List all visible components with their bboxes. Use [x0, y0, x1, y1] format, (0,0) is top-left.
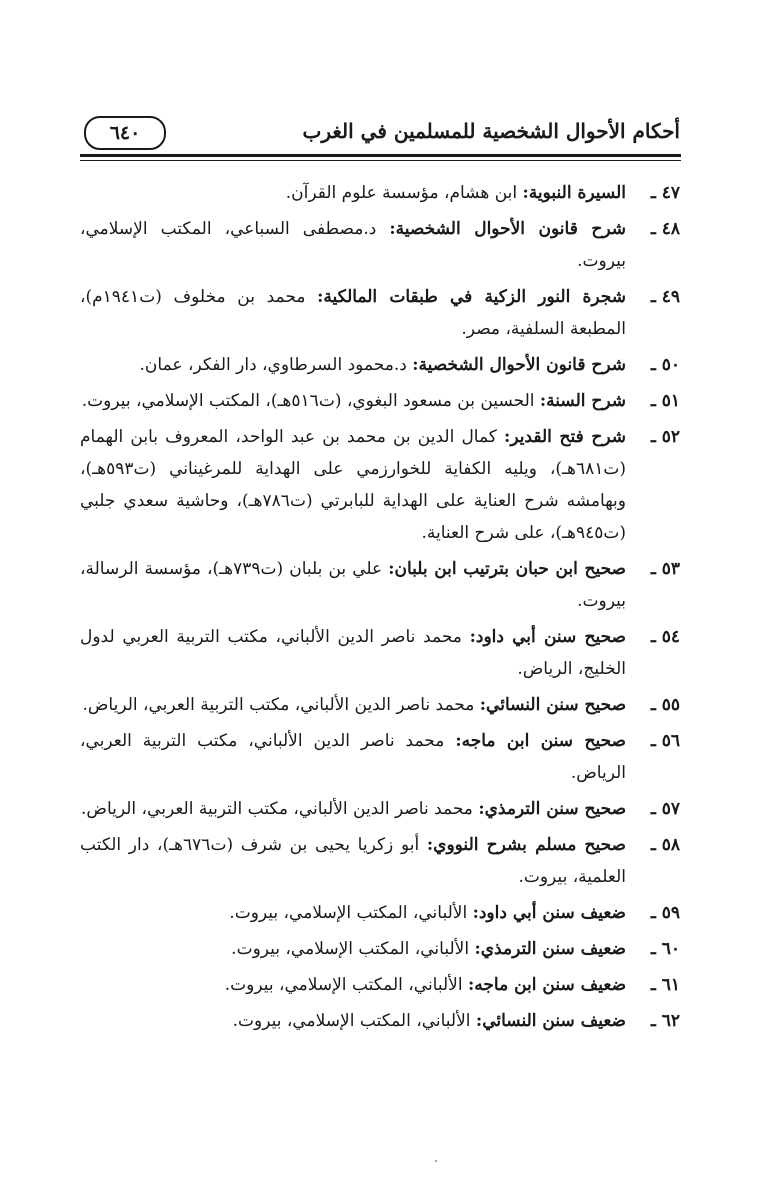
entry-number: ٥٨ ـ — [650, 835, 680, 855]
bibliography-entry — [80, 793, 680, 825]
entry-number: ٥٥ ـ — [650, 695, 680, 715]
page-header — [80, 114, 680, 154]
entry-text — [80, 349, 626, 381]
bibliography-entry — [80, 421, 680, 549]
entry-citation: الحسين بن مسعود البغوي، (ت٥١٦هـ)، المكتب الإسلامي، بيروت. — [81, 391, 540, 411]
entry-title: شرح قانون الأحوال الشخصية: — [412, 355, 626, 375]
entry-number: ٥٠ ـ — [650, 355, 680, 375]
entry-text — [80, 969, 626, 1001]
entry-text — [80, 689, 626, 721]
entry-text — [80, 829, 626, 893]
entry-title: ضعيف سنن الترمذي: — [474, 939, 626, 959]
entry-number: ٤٧ ـ — [650, 183, 680, 203]
entry-title: صحيح سنن النسائي: — [479, 695, 626, 715]
bibliography-entry — [80, 829, 680, 893]
bibliography-entry — [80, 349, 680, 381]
entry-citation: كمال الدين بن محمد بن عبد الواحد، المعروف بابن الهمام (ت٦٨١هـ)، ويليه الكفاية للخوارزمي على الهداية للمرغيناني (ت٥٩٣هـ)، وبهامشه شرح العناية على الهداية للبابرتي (ت٧٨٦هـ)، وحاشية سعدي جلبي (ت٩٤٥هـ)، على شرح العناية. — [80, 427, 626, 543]
entry-text — [80, 281, 626, 345]
entry-title: شرح السنة: — [539, 391, 626, 411]
entry-citation: محمد ناصر الدين الألباني، مكتب التربية العربي، الرياض. — [82, 695, 480, 715]
entry-text — [80, 553, 626, 617]
entry-citation: محمد ناصر الدين الألباني، مكتب التربية العربي، الرياض. — [81, 799, 479, 819]
entry-title: ضعيف سنن أبي داود: — [472, 903, 626, 923]
bibliography-entry — [80, 385, 680, 417]
bibliography-entry — [80, 281, 680, 345]
entry-title: صحيح سنن الترمذي: — [478, 799, 626, 819]
entry-title: صحيح مسلم بشرح النووي: — [426, 835, 626, 855]
header-rule-thin — [80, 160, 681, 161]
entry-title: ضعيف سنن النسائي: — [475, 1011, 626, 1031]
entry-citation: محمد بن مخلوف (ت١٩٤١م)، المطبعة السلفية، مصر. — [80, 287, 626, 339]
page-number-badge: ٦٤٠ — [84, 116, 166, 150]
bibliography-list — [80, 177, 680, 1041]
entry-text — [80, 897, 626, 929]
bibliography-entry — [80, 1005, 680, 1037]
bibliography-entry — [80, 213, 680, 277]
entry-title: صحيح ابن حبان بترتيب ابن بلبان: — [388, 559, 626, 579]
bibliography-entry — [80, 177, 680, 209]
entry-citation: محمد ناصر الدين الألباني، مكتب التربية العربي لدول الخليج، الرياض. — [80, 627, 626, 679]
entry-citation: علي بن بلبان (ت٧٣٩هـ)، مؤسسة الرسالة، بيروت. — [80, 559, 626, 611]
entry-number: ٥٤ ـ — [650, 627, 680, 647]
bibliography-entry — [80, 553, 680, 617]
entry-title: شرح قانون الأحوال الشخصية: — [389, 219, 626, 239]
entry-title: شرح فتح القدير: — [504, 427, 626, 447]
entry-text — [80, 213, 626, 277]
entry-citation: د.مصطفى السباعي، المكتب الإسلامي، بيروت. — [80, 219, 626, 271]
bibliography-entry — [80, 689, 680, 721]
bibliography-entry — [80, 933, 680, 965]
entry-text — [80, 421, 626, 549]
entry-number: ٤٨ ـ — [650, 219, 680, 239]
entry-number: ٤٩ ـ — [650, 287, 680, 307]
entry-title: ضعيف سنن ابن ماجه: — [467, 975, 626, 995]
entry-number: ٥٢ ـ — [650, 427, 680, 447]
entry-title: صحيح سنن ابن ماجه: — [455, 731, 626, 751]
entry-number: ٥٧ ـ — [650, 799, 680, 819]
entry-number: ٦٠ ـ — [650, 939, 680, 959]
bibliography-entry — [80, 969, 680, 1001]
entry-number: ٥٣ ـ — [650, 559, 680, 579]
entry-citation: د.محمود السرطاوي، دار الفكر، عمان. — [139, 355, 413, 375]
entry-text — [80, 933, 626, 965]
entry-number: ٥٩ ـ — [650, 903, 680, 923]
entry-title: السيرة النبوية: — [522, 183, 626, 203]
entry-title: شجرة النور الزكية في طبقات المالكية: — [317, 287, 626, 307]
running-title: أحكام الأحوال الشخصية للمسلمين في الغرب — [302, 119, 680, 143]
entry-number: ٥٦ ـ — [650, 731, 680, 751]
entry-title: صحيح سنن أبي داود: — [469, 627, 626, 647]
entry-text — [80, 385, 626, 417]
bibliography-entry — [80, 725, 680, 789]
header-rule-thick — [80, 154, 681, 157]
entry-text — [80, 1005, 626, 1037]
entry-number: ٥١ ـ — [650, 391, 680, 411]
entry-text — [80, 177, 626, 209]
entry-text — [80, 725, 626, 789]
entry-number: ٦١ ـ — [650, 975, 680, 995]
entry-citation: ابن هشام، مؤسسة علوم القرآن. — [285, 183, 523, 203]
entry-citation: الألباني، المكتب الإسلامي، بيروت. — [229, 903, 473, 923]
entry-citation: محمد ناصر الدين الألباني، مكتب التربية العربي، الرياض. — [80, 731, 626, 783]
bibliography-entry — [80, 897, 680, 929]
entry-text — [80, 621, 626, 685]
bibliography-entry — [80, 621, 680, 685]
entry-text — [80, 793, 626, 825]
entry-citation: الألباني، المكتب الإسلامي، بيروت. — [224, 975, 468, 995]
entry-citation: الألباني، المكتب الإسلامي، بيروت. — [232, 1011, 476, 1031]
print-speck — [435, 1160, 437, 1162]
entry-citation: أبو زكريا يحيى بن شرف (ت٦٧٦هـ)، دار الكتب العلمية، بيروت. — [80, 835, 626, 887]
entry-citation: الألباني، المكتب الإسلامي، بيروت. — [231, 939, 475, 959]
entry-number: ٦٢ ـ — [650, 1011, 680, 1031]
